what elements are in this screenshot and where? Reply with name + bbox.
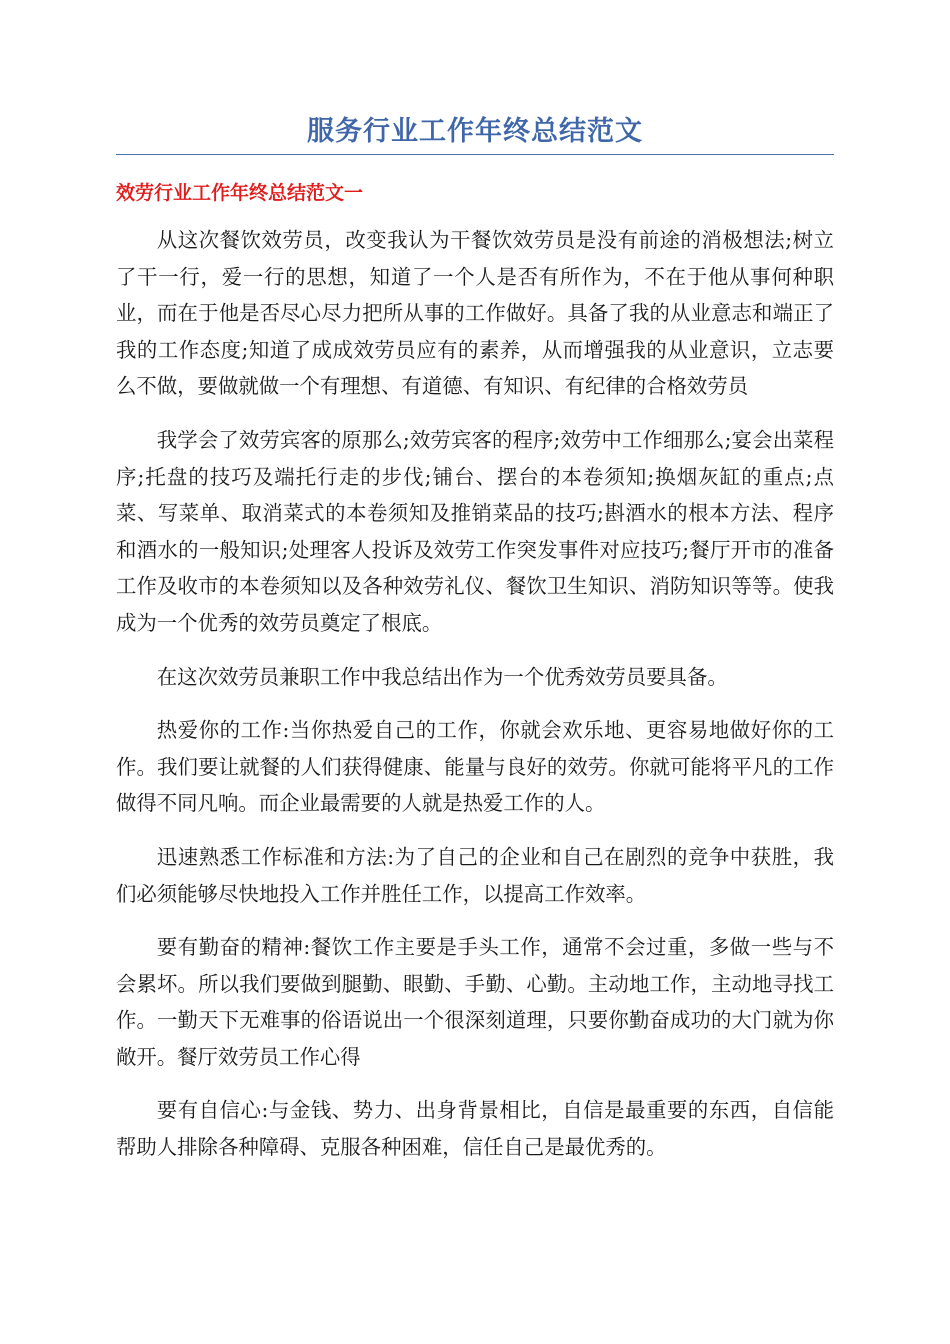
paragraph: 迅速熟悉工作标准和方法:为了自己的企业和自己在剧烈的竞争中获胜，我们必须能够尽快地投入工作并胜任工作，以提高工作效率。 bbox=[116, 844, 834, 906]
paragraph: 要有自信心:与金钱、势力、出身背景相比，自信是最重要的东西，自信能帮助人排除各种障碍、克服各种困难，信任自己是最优秀的。 bbox=[116, 1098, 834, 1160]
section-heading: 效劳行业工作年终总结范文一 bbox=[116, 182, 364, 204]
paragraph: 从这次餐饮效劳员，改变我认为干餐饮效劳员是没有前途的消极想法;树立了干一行，爱一行的思想，知道了一个人是否有所作为，不在于他从事何种职业，而在于他是否尽心尽力把所从事的工作做好。具备了我的从业意志和端正了我的工作态度;知道了成成效劳员应有的素养，从而增强我的从业意识，立志要么不做，要做就做一个有理想、有道德、有知识、有纪律的合格效劳员 bbox=[116, 228, 834, 399]
title-underline-rule bbox=[116, 154, 834, 155]
paragraph: 我学会了效劳宾客的原那么;效劳宾客的程序;效劳中工作细那么;宴会出菜程序;托盘的技巧及端托行走的步伐;铺台、摆台的本卷须知;换烟灰缸的重点;点菜、写菜单、取消菜式的本卷须知及推销菜品的技巧;斟酒水的根本方法、程序和酒水的一般知识;处理客人投诉及效劳工作突发事件对应技巧;餐厅开市的准备工作及收市的本卷须知以及各种效劳礼仪、餐饮卫生知识、消防知识等等。使我成为一个优秀的效劳员奠定了根底。 bbox=[116, 427, 834, 635]
document-body bbox=[116, 222, 834, 1183]
paragraph: 在这次效劳员兼职工作中我总结出作为一个优秀效劳员要具备。 bbox=[156, 664, 728, 689]
paragraph: 要有勤奋的精神:餐饮工作主要是手头工作，通常不会过重，多做一些与不会累坏。所以我们要做到腿勤、眼勤、手勤、心勤。主动地工作，主动地寻找工作。一勤天下无难事的俗语说出一个很深刻道理，只要你勤奋成功的大门就为你敞开。餐厅效劳员工作心得 bbox=[116, 935, 834, 1069]
paragraph: 热爱你的工作:当你热爱自己的工作，你就会欢乐地、更容易地做好你的工作。我们要让就餐的人们获得健康、能量与良好的效劳。你就可能将平凡的工作做得不同凡响。而企业最需要的人就是热爱工作的人。 bbox=[116, 718, 834, 816]
document-title: 服务行业工作年终总结范文 bbox=[307, 116, 643, 147]
